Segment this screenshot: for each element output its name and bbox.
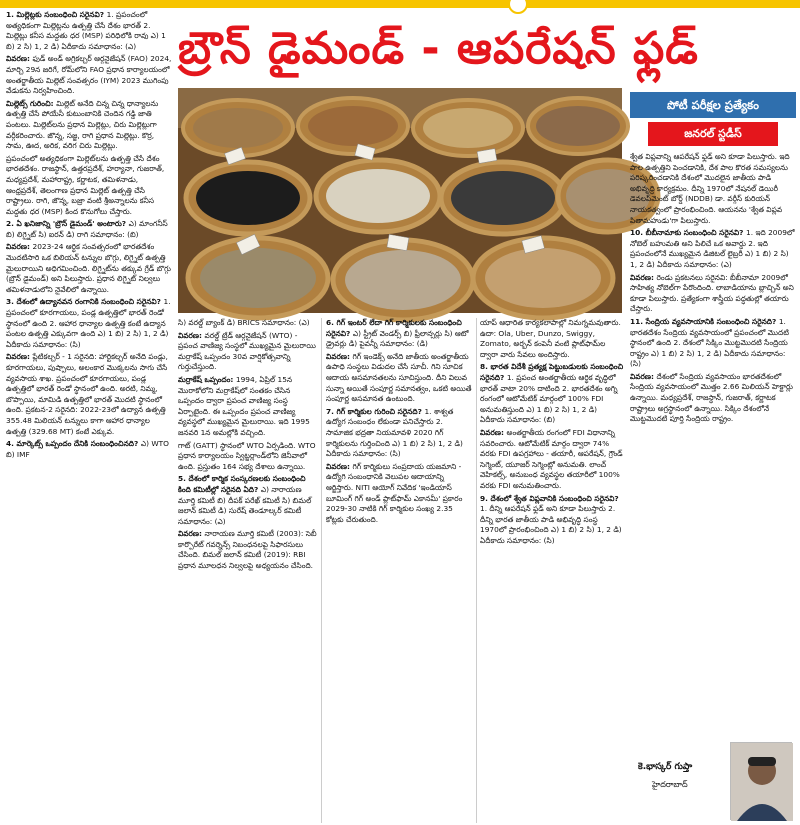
paragraph-text: అంతర్జాతీయ రంగంలో FDI విధానాన్ని సవరించారు. ఆటోమేటిక్ మార్గం ద్వారా 74% వరకు FDI ఉపగ్రహాలు - తయారీ, ఆపరేషన్, గ్రౌండ్ సెగ్మెంట్, యూజర్ సెగ్మెంట్లో అనుమతి. లాంచ్ వెహికల్స్, అనుబంధ వ్యవస్థల తయారీలో 100% వరకు FDI అనుమతించారు. [480, 427, 623, 490]
paragraph [480, 494, 624, 547]
paragraph-text: యాప్ ఆధారిత కార్యకలాపాల్లో నిమగ్నమవుతారు. ఉదా: Ola, Uber, Dunzo, Swiggy, Zomato, అర్బన్ కంపెనీ వంటి ప్లాట్‌ఫామ్‌ల ద్వారా వారు సేవలు అందిస్తారు. [480, 318, 621, 359]
paragraph-text: మిల్లెట్ అనేది చిన్న చిన్న ధాన్యాలను ఉత్పత్తి చేసే పోయేసీ కుటుంబానికి చెందిన గడ్డి జాతి పంటలు. మిల్లెట్‌లను ప్రధాన మిల్లెట్లు, చిరు మిల్లెట్లుగా వర్గీకరించారు. జొన్న, సజ్జ, రాగి ప్రధాన మిల్లెట్లు. కొర్ర, సామ, ఊద, అరిక, వరిగ చిరు మిల్లెట్లు. [6, 98, 159, 151]
paragraph-text: గాట్ (GATT) స్థానంలో WTO ఏర్పడింది. WTO ప్రధాన కార్యాలయం స్విట్జర్లాండ్‌లోని జెనీవాలో ఉంది. ప్రస్తుతం 164 సభ్య దేశాలు ఉన్నాయి. [178, 440, 316, 471]
paragraph-text: శ్వేత విప్లవాన్ని ఆపరేషన్ ఫ్లడ్ అని కూడా పిలుస్తారు. ఇది పాల ఉత్పత్తిని పెంచడానికి, దేశ పాల కొరత సమస్యలను పరిష్కరించడానికి దేశంలో మొదలైన జాతీయ పాడి అభివృద్ధి కార్యక్రమం. దీన్ని 1970లో నేషనల్ డెయిరీ డెవలప్‌మెంట్ బోర్డ్ (NDDB) డా. వర్గీస్ కురియన్ నాయకత్వంలో ప్రారంభించింది. ఆయనను 'శ్వేత విప్లవ పితామహుడు'గా పిలుస్తారు. [630, 152, 790, 225]
column-2 [178, 318, 318, 823]
paragraph-text: 1. శాశ్వత ఉద్యోగ సంబంధం లేకుండా పనిచేస్తారు 2. సామాజిక భద్రతా నియమావళి 2020 గిగ్ కార్మికులను గుర్తించింది ఎ) 1 బి) 2 సి) 1, 2 డి) ఏదీకాదు సమాధానం: (సి) [326, 406, 463, 459]
paragraph [326, 407, 472, 460]
paragraph-text: 1. దీన్ని ఆపరేషన్ ఫ్లడ్ అని కూడా పిలుస్తారు 2. దీన్ని భారత జాతీయ పాడి అభివృద్ధి సంస్థ 1970లో ప్రారంభించింది ఎ) 1 బి) 2 సి) 1, 2 డి) ఏదీకాదు సమాధానం: (సి) [480, 504, 622, 545]
paragraph-heading: 10. బీబీనామాకు సంబంధించి సరైనవి? [630, 228, 747, 238]
paragraph [178, 318, 318, 329]
author-name: కె.భాస్కర్ గుప్తా [638, 762, 693, 772]
paragraph-heading: 2. ఏ ఖనిజాన్ని 'బ్రౌన్ డైమండ్' అంటారు? [6, 219, 129, 229]
author-photo [730, 742, 792, 820]
paragraph-heading: 4. మార్కెట్స్ ఒప్పందం దేనికి సంబంధించినది? [6, 439, 141, 449]
paragraph-text: 1. ప్రపంచంలో అత్యధికంగా మిల్లెట్లను ఉత్పత్తి చేసే దేశం భారత్ 2. మిల్లెట్లు కనీస మద్దతు ధర (MSP) పరిధిలోకి రావు ఎ) 1 బి) 2 సి) 1, 2 డి) ఏదీకాదు సమాధానం: (ఎ) [6, 10, 166, 51]
paragraph [630, 152, 796, 226]
paragraph-text: నారాయణ మూర్తి కమిటీ (2003): సెబీ కార్పొరేట్ గవర్నెన్స్ నిబంధనలపై సిఫారసులు చేసింది. బిమల్ జలాన్ కమిటీ (2019): RBI ప్రధాన మూలధన నిల్వలపై అధ్యయనం చేసింది. [178, 529, 317, 571]
column-divider [476, 318, 477, 823]
paragraph [326, 318, 472, 350]
paragraph-text: దేశంలో సేంద్రియ వ్యవసాయం భారతదేశంలో సేంద్రియ వ్యవసాయంలో మొత్తం 2.66 మిలియన్ హెక్టార్లు ఉన్నాయి. మధ్యప్రదేశ్, రాజస్థాన్, గుజరాత్, కర్ణాటక రాష్ట్రాలు అగ్రస్థానంలో ఉన్నాయి. సిక్కిం దేశంలోనే మొట్టమొదటి పూర్తి సేంద్రియ రాష్ట్రం. [630, 371, 793, 424]
paragraph-text: ఎ) నారాయణ మూర్తి కమిటీ బి) దీపక్ పరేఖ్ కమిటీ సి) బిమల్ జలాన్ కమిటీ డి) సురేష్ తెండూల్కర్ కమిటీ సమాధానం: (ఎ) [178, 484, 312, 526]
paragraph-heading: వివరణ: [6, 352, 33, 362]
paragraph [326, 462, 472, 526]
paragraph-text: 1. భారతదేశం సేంద్రియ వ్యవసాయంలో ప్రపంచంలో మొదటి స్థానంలో ఉంది 2. దేశంలో సిక్కిం మొట్టమొదటి సేంద్రియ రాష్ట్రం ఎ) 1 బి) 2 సి) 1, 2 డి) ఏదీకాదు సమాధానం: (సి) [630, 316, 789, 369]
paragraph [178, 375, 318, 439]
paragraph-text: 1994, ఏప్రిల్ 15న మొరాకోలోని మర్రాకేష్‌లో సంతకం చేసిన ఒప్పందం ద్వారా ప్రపంచ వాణిజ్య సంస్థ ఏర్పాటైంది. ఈ ఒప్పందం ప్రపంచ వాణిజ్య వ్యవస్థలో ముఖ్యమైన మైలురాయి. ఇది 1995 జనవరి 1న అమల్లోకి వచ్చింది. [178, 374, 310, 437]
paragraph [6, 439, 172, 460]
special-badge: పోటీ పరీక్షల ప్రత్యేకం [630, 92, 796, 118]
paragraph [6, 10, 172, 52]
paragraph [178, 474, 318, 527]
paragraph-heading: వివరణ: [6, 242, 33, 252]
paragraph [480, 318, 624, 360]
paragraph-heading: వివరణ: [630, 371, 657, 381]
paragraph [630, 228, 796, 270]
subject-badge: జనరల్ స్టడీస్ [648, 122, 778, 146]
paragraph [6, 54, 172, 96]
paragraph-heading: వివరణ: [178, 330, 205, 340]
paragraph-heading: 3. దేశంలో ఉద్యానవన రంగానికి సంబంధించి సరైనవి? [6, 297, 164, 307]
paragraph-text: 2023-24 ఆర్థిక సంవత్సరంలో భారతదేశం మొదటిసారి ఒక బిలియన్ టన్నుల బొగ్గు, లిగ్నైట్ ఉత్పత్తి మైలురాయిని అధిగమించింది. లిగ్నైట్‌ను తక్కువ గ్రేడ్ బొగ్గు (బ్రౌన్ డైమండ్) అని పిలుస్తారు. ప్రధాన లిగ్నైట్ నిల్వలు తమిళనాడులోని నైవేలిలో ఉన్నాయి. [6, 242, 171, 294]
paragraph-text: ప్లేటికల్చర్ - 1 సరైనది: హార్టికల్చర్ అనేది పండ్లు, కూరగాయలు, పుష్పాలు, అలంకార మొక్కలను సాగు చేసే వ్యవసాయ శాఖ. ప్రపంచంలో కూరగాయలు, పండ్ల ఉత్పత్తిలో భారత్ రెండో స్థానంలో ఉంది. అరటి, నిమ్మ, బొప్పాయి, మామిడి ఉత్పత్తిలో భారత్ మొదటి స్థానంలో ఉంది. ప్రకటన-2 సరైనది: 2022-23లో ఉద్యాన ఉత్పత్తి 355.48 మిలియన్ టన్నులు కాగా ఆహార ధాన్యాల ఉత్పత్తి (329.68 MT) కంటే ఎక్కువ. [6, 352, 168, 436]
paragraph-heading: మిల్లెట్స్ గురించి: [6, 98, 57, 108]
paragraph-heading: వివరణ: [326, 461, 353, 471]
paragraph [178, 441, 318, 473]
paragraph-text: రెండు ప్రకటనలు సరైనవి: బీబీనామా 2009లో సాహిత్య నోబెల్‌గా పేరొందింది. లాబాడియాను బ్లాచ్చిన్ అని కూడా పిలుస్తారు. ప్రత్యేకంగా శాస్త్రీయ పద్ధతుల్లో తయారు చేస్తారు. [630, 272, 794, 314]
paragraph-text: ఎ) WTO బి) IMF [6, 439, 169, 459]
paragraph-heading: వివరణ: [6, 54, 33, 64]
paragraph [480, 428, 624, 492]
paragraph-text: సి) వరల్డ్ బ్యాంక్ డి) BRICS సమాధానం: (ఎ) [178, 318, 310, 327]
paragraph [6, 219, 172, 240]
paragraph-heading: 11. సేంద్రియ వ్యవసాయానికి సంబంధించి సరైనది? [630, 316, 779, 326]
paragraph-text: ప్రపంచంలో అత్యధికంగా మిల్లెట్‌లను ఉత్పత్తి చేసే దేశం భారతదేశం. రాజస్థాన్, ఉత్తరప్రదేశ్, హర్యానా, గుజరాత్, మధ్యప్రదేశ్, మహారాష్ట్ర, కర్ణాటక, తమిళనాడు, ఆంధ్రప్రదేశ్, తెలంగాణ ప్రధాన మిల్లెట్ ఉత్పత్తి చేసే రాష్ట్రాలు. రాగి, జొన్న, బజ్రా వంటి శ్రీఅన్నాలను కనీస మద్దతు ధర (MSP) కింద కొనుగోలు చేస్తారు. [6, 153, 165, 216]
paragraph-text: వరల్డ్ ట్రేడ్ ఆర్గనైజేషన్ (WTO) - ప్రపంచ వాణిజ్య సంస్థలో ముఖ్యమైన మైలురాయి మర్రాకేష్ ఒప్పందం 30వ వార్షికోత్సవాన్ని గుర్తుచేస్తుంది. [178, 330, 316, 372]
paragraph [178, 529, 318, 571]
paragraph-heading: 8. భారత విదేశీ ప్రత్యక్ష పెట్టుబడులకు సంబంధించి సరైనది? [480, 362, 624, 382]
paragraph [630, 317, 796, 370]
paragraph [326, 352, 472, 405]
paragraph-heading: వివరణ: [630, 272, 657, 282]
paragraph [6, 242, 172, 295]
column-divider [321, 318, 322, 823]
paragraph [6, 297, 172, 350]
paragraph-text: ఎ) స్ట్రీట్ వెండర్స్ బి) ఫ్రీలాన్సర్లు సి) ఆటో డ్రైవర్లు డి) పైవన్నీ సమాధానం: (డి) [326, 328, 469, 349]
paragraph-heading: వివరణ: [480, 427, 507, 437]
paragraph-text: ఎ) మాంగనీస్ బి) లిగ్నైట్ సి) ఐరన్ డి) రాగి సమాధానం: (బి) [6, 219, 168, 239]
column-4 [480, 318, 624, 823]
paragraph [6, 99, 172, 152]
paragraph-heading: 6. గిగ్ ఇంటర్ లేదా గిగ్ కార్మికులకు సంబంధించి సరైనవి? [326, 318, 462, 338]
paragraph-text: 1. ప్రపంచంలో కూరగాయలు, పండ్ల ఉత్పత్తిలో భారత్ రెండో స్థానంలో ఉంది 2. ఆహార ధాన్యాల ఉత్పత్తి కంటే ఉద్యాన పంటల ఉత్పత్తి ఎక్కువగా ఉంది ఎ) 1 బి) 2 సి) 1, 2 డి) ఏదీకాదు సమాధానం: (సి) [6, 297, 171, 349]
paragraph-text: గిగ్ ఇండెక్స్ అనేది జాతీయ అంతర్జాతీయ ఉపాధి సంస్థలు విడుదల చేసే సూచీ. గిని సూచిక ఆదాయ అసమానతలను సూచిస్తుంది. దీని విలువ సున్నా అయితే సంపూర్ణ సమానత్వం, ఒకటి అయితే సంపూర్ణ అసమానత ఉంటుంది. [326, 351, 472, 404]
paragraph-heading: వివరణ: [326, 351, 353, 361]
column-1 [6, 10, 172, 823]
paragraph [630, 273, 796, 315]
paragraph [480, 362, 624, 426]
paragraph-text: ఫుడ్ అండ్ అగ్రికల్చర్ ఆర్గనైజేషన్ (FAO) 2024, మార్చి 29న జరిగే, రోమ్‌లోని FAO ప్రధాన కార్యాలయంలో అంతర్జాతీయ మిల్లెట్ సంవత్సరం (IYM) 2023 ముగింపు వేడుకను నిర్వహించింది. [6, 54, 172, 96]
paragraph [6, 352, 172, 437]
top-color-strip [0, 0, 800, 8]
paragraph [6, 154, 172, 218]
paragraph-heading: 1. మిల్లెట్లకు సంబంధించి సరైనవి? [6, 10, 107, 19]
author-place: హైదరాబాద్ [652, 780, 688, 789]
paragraph-text: గిగ్ కార్మికులు సంప్రదాయ యజమాని - ఉద్యోగి సంబంధానికి వెలుపల ఆదాయాన్ని ఆర్జిస్తారు. NITI ఆయోగ్ నివేదిక 'ఇండియాస్ బూమింగ్ గిగ్ అండ్ ప్లాట్‌ఫామ్ ఎకానమీ' ప్రకారం 2029-30 నాటికి గిగ్ కార్మికుల సంఖ్య 2.35 కోట్లకు చేరుతుంది. [326, 461, 463, 524]
author-box [630, 740, 796, 822]
avatar-icon [731, 743, 793, 821]
paragraph [630, 372, 796, 425]
paragraph-heading: వివరణ: [178, 529, 205, 539]
paragraph-text: 1. ప్రపంచ అంతర్జాతీయ ఆర్థిక వృద్ధిలో భారత్ వాటా 20% దాటింది 2. భారతదేశం అగ్ని రంగంలో ఆటోమేటిక్ మార్గంలో 100% FDI అనుమతిస్తుంది ఎ) 1 బి) 2 సి) 1, 2 డి) ఏదీకాదు సమాధానం: (బి) [480, 372, 618, 425]
paragraph-text: 1. ఇది 2009లో నోబెల్ బహుమతి అని పిలిచే ఒక అవార్డు 2. ఇది ప్రపంచంలోనే ముఖ్యమైన డిజిటల్ లైబ్రరీ ఎ) 1 బి) 2 సి) 1, 2 డి) ఏదీకాదు సమాధానం: (ఎ) [630, 228, 795, 269]
grain-baskets-photo [178, 88, 622, 313]
paragraph-heading: 7. గిగ్ కార్మికుల గురించి సరైనది? [326, 406, 425, 416]
grain-baskets-image [178, 88, 622, 313]
paragraph-heading: 5. దేశంలో కార్మిక సంస్కరణలకు సంబంధించి కింది కమిటీల్లో సరైనది ఏది? [178, 474, 306, 494]
column-3 [326, 318, 472, 823]
paragraph-heading: మర్రాకేష్ ఒప్పందం: [178, 374, 236, 384]
paragraph-heading: 9. దేశంలో శ్వేత విప్లవానికి సంబంధించి సరైనవి? [480, 493, 619, 503]
paragraph [178, 331, 318, 373]
column-5 [630, 152, 796, 732]
page-headline: బ్రౌన్ డైమండ్ - ఆపరేషన్ ఫ్లడ్ [178, 23, 699, 74]
